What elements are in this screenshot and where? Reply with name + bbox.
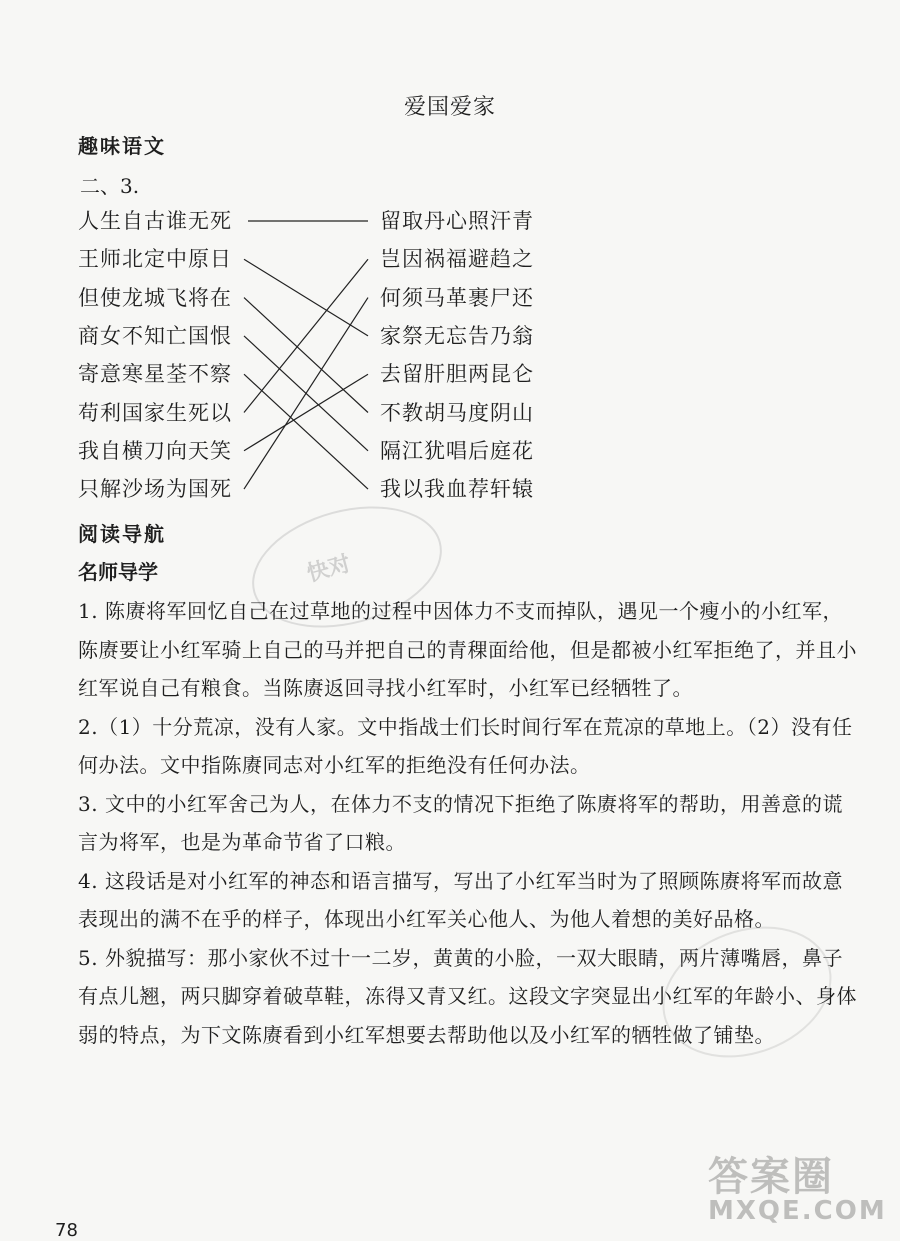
- matching-lines: [0, 0, 900, 560]
- answer-item: 2.（1）十分荒凉，没有人家。文中指战士们长时间行军在荒凉的草地上。（2）没有任何办法。文中指陈赓同志对小红军的拒绝没有任何办法。: [78, 714, 853, 777]
- watermark-line1: 答案圈: [708, 1154, 834, 1200]
- left-item: 只解沙场为国死: [78, 477, 232, 502]
- answer-item: 3. 文中的小红军舍己为人，在体力不支的情况下拒绝了陈赓将军的帮助，用善意的谎言为将军，也是为革命节省了口粮。: [78, 791, 843, 854]
- match-line: [244, 374, 368, 451]
- left-item: 苟利国家生死以: [78, 400, 232, 425]
- match-line: [244, 259, 368, 336]
- left-item: 王师北定中原日: [78, 247, 232, 272]
- match-line: [244, 259, 368, 412]
- right-item: 留取丹心照汗青: [380, 209, 534, 233]
- answer-item: 1. 陈赓将军回忆自己在过草地的过程中因体力不支而掉队，遇见一个瘦小的小红军，陈赓要让小红军骑上自己的马并把自己的青稞面给他，但是都被小红军拒绝了，并且小红军说自己有粮食。当陈赓返回寻找小红军时，小红军已经牺牲了。: [78, 599, 857, 700]
- left-item: 但使龙城飞将在: [78, 285, 232, 310]
- page-title: 爱国爱家: [403, 95, 496, 120]
- right-item: 不教胡马度阴山: [380, 400, 534, 425]
- match-line: [244, 298, 368, 413]
- subheading-teacher-guide: 名师导学: [78, 560, 158, 584]
- match-line: [244, 298, 368, 490]
- watermark-line2: MXQE.COM: [708, 1196, 887, 1226]
- match-line: [244, 374, 368, 489]
- section-heading-reading: 阅读导航: [78, 522, 166, 546]
- left-item: 寄意寒星荃不察: [78, 362, 232, 387]
- answer-item: 4. 这段话是对小红军的神态和语言描写，写出了小红军当时为了照顾陈赓将军而故意表现出的满不在乎的样子，体现出小红军关心他人、为他人着想的美好品格。: [78, 868, 843, 931]
- answer-item: 5. 外貌描写：那小家伙不过十一二岁，黄黄的小脸，一双大眼睛，两片薄嘴唇，鼻子有点儿翘，两只脚穿着破草鞋，冻得又青又红。这段文字突显出小红军的年龄小、身体弱的特点，为下文陈赓看到小红军想要去帮助他以及小红军的牺牲做了铺垫。: [78, 945, 857, 1047]
- right-item: 我以我血荐轩辕: [380, 477, 534, 502]
- right-item: 去留肝胆两昆仑: [380, 362, 534, 387]
- right-item: 岂因祸福避趋之: [380, 247, 534, 272]
- right-item: 家祭无忘告乃翁: [380, 323, 534, 348]
- left-item: 商女不知亡国恨: [78, 323, 232, 348]
- section-heading-fun-chinese: 趣味语文: [78, 134, 166, 158]
- left-item: 我自横刀向天笑: [78, 438, 232, 463]
- question-number: 二、3.: [80, 174, 140, 198]
- stamp-text: 快对: [304, 551, 354, 588]
- right-item: 何须马革裹尸还: [380, 285, 534, 310]
- right-item: 隔江犹唱后庭花: [380, 438, 534, 463]
- page-number: 78: [55, 1220, 78, 1241]
- left-item: 人生自古谁无死: [78, 209, 232, 233]
- site-watermark: [708, 1145, 887, 1226]
